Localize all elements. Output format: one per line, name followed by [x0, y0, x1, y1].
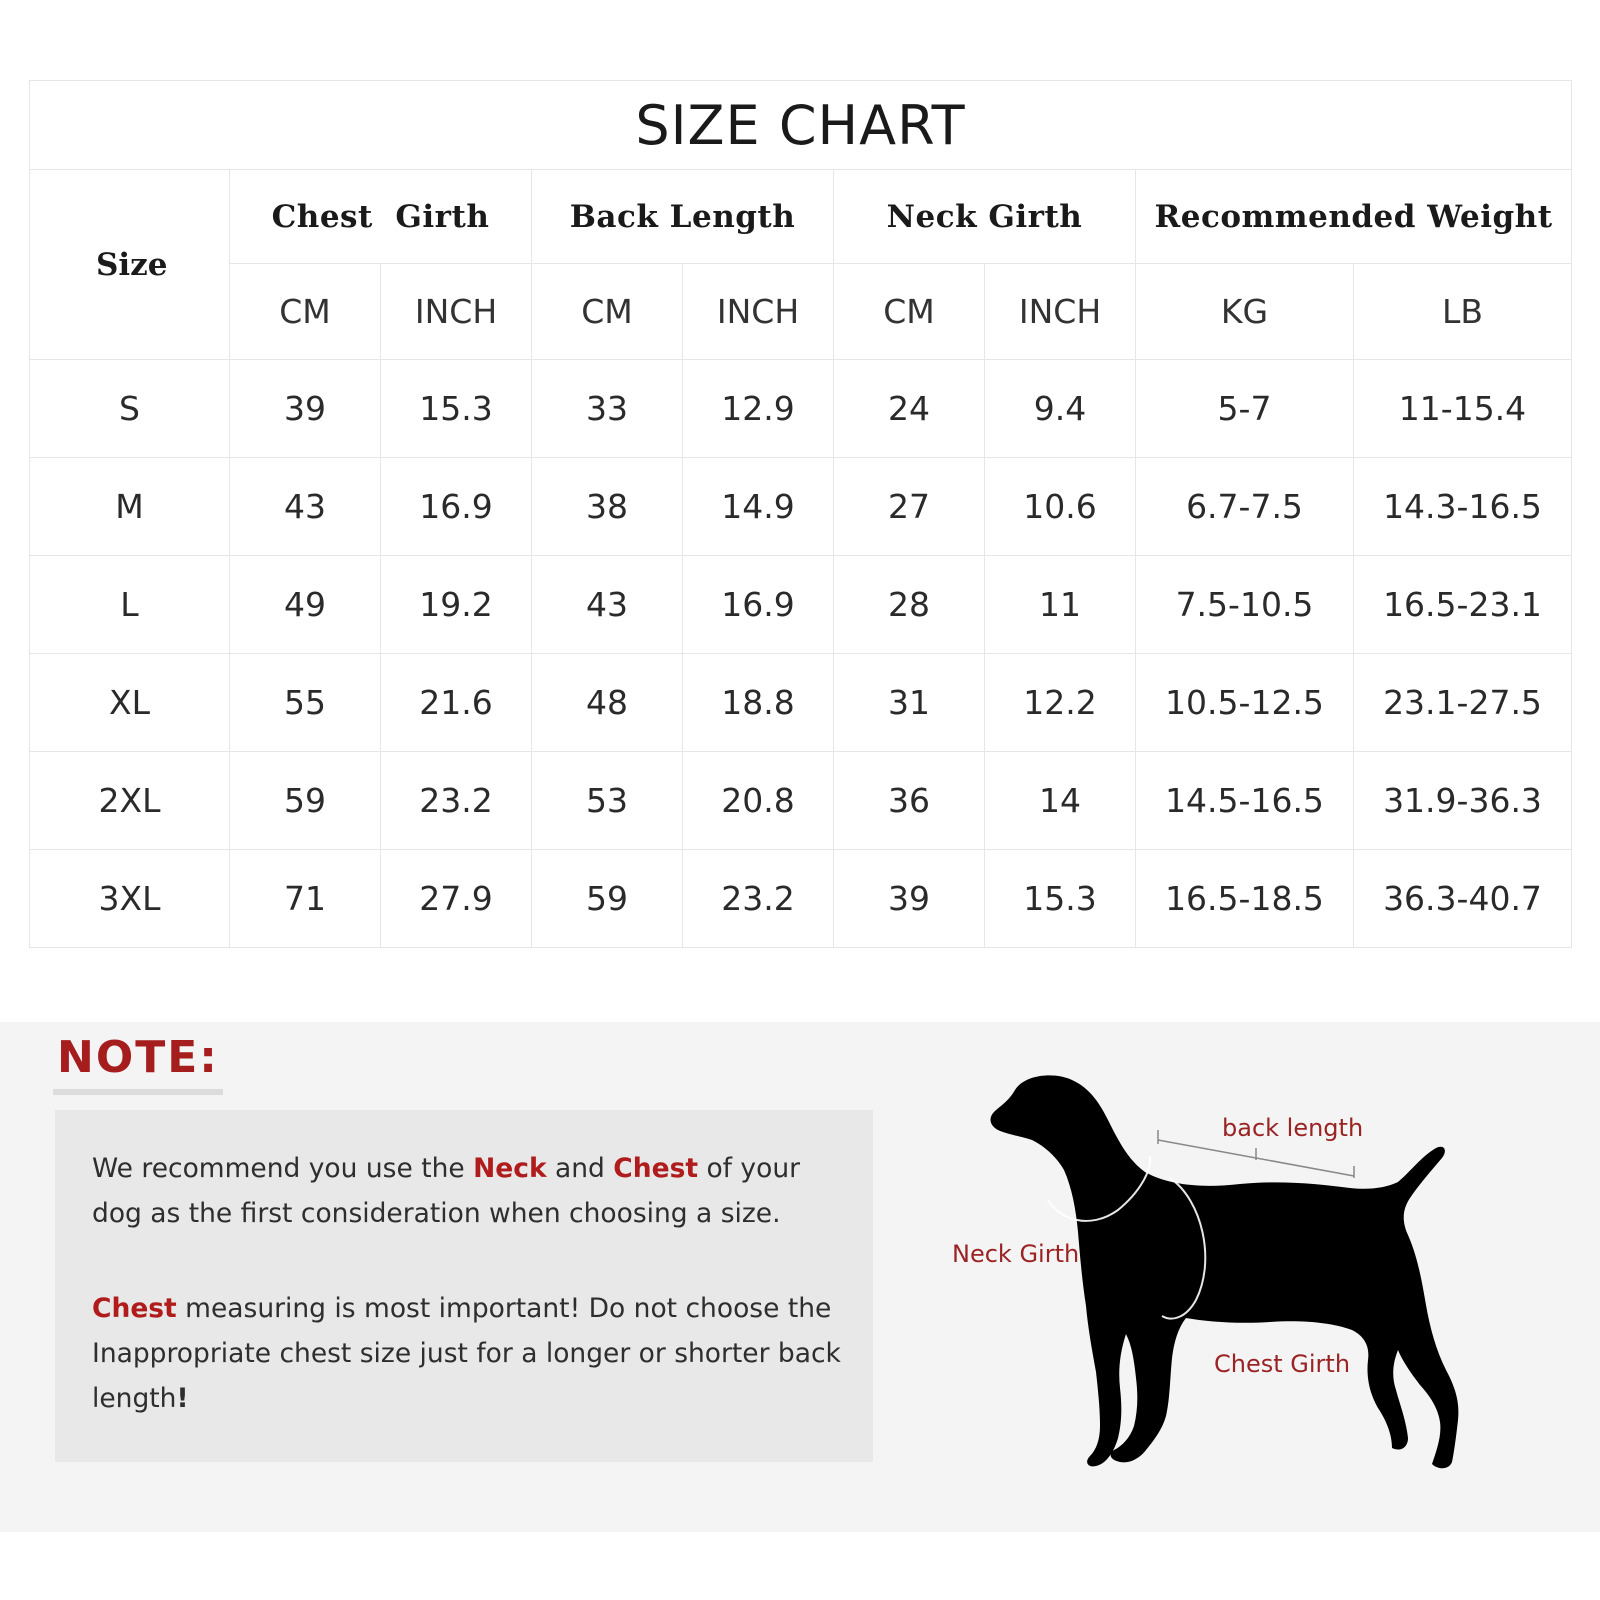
value-cell: 31.9-36.3: [1354, 752, 1572, 850]
note-text: We recommend you use the: [92, 1153, 474, 1184]
value-cell: 48: [532, 654, 683, 752]
table-row: [30, 654, 1572, 752]
value-cell: 10.5-12.5: [1136, 654, 1354, 752]
unit-header: CM: [834, 264, 985, 360]
value-cell: 15.3: [381, 360, 532, 458]
value-cell: 6.7-7.5: [1136, 458, 1354, 556]
value-cell: 43: [230, 458, 381, 556]
value-cell: 14: [985, 752, 1136, 850]
size-cell: XL: [30, 654, 230, 752]
neck-girth-header: Neck Girth: [834, 170, 1136, 264]
exclamation-mark: !: [176, 1383, 189, 1414]
value-cell: 36.3-40.7: [1354, 850, 1572, 948]
highlight-chest: Chest: [613, 1153, 699, 1184]
neck-girth-label: Neck Girth: [952, 1240, 1080, 1268]
table-row: [30, 752, 1572, 850]
value-cell: 59: [230, 752, 381, 850]
highlight-neck: Neck: [473, 1153, 547, 1184]
chest-girth-header: Chest Girth: [230, 170, 532, 264]
size-cell: 2XL: [30, 752, 230, 850]
value-cell: 49: [230, 556, 381, 654]
value-cell: 24: [834, 360, 985, 458]
value-cell: 36: [834, 752, 985, 850]
value-cell: 53: [532, 752, 683, 850]
table-row: [30, 360, 1572, 458]
value-cell: 39: [834, 850, 985, 948]
size-cell: S: [30, 360, 230, 458]
value-cell: 14.5-16.5: [1136, 752, 1354, 850]
value-cell: 15.3: [985, 850, 1136, 948]
unit-header: LB: [1354, 264, 1572, 360]
value-cell: 23.1-27.5: [1354, 654, 1572, 752]
value-cell: 12.9: [683, 360, 834, 458]
value-cell: 38: [532, 458, 683, 556]
value-cell: 31: [834, 654, 985, 752]
value-cell: 10.6: [985, 458, 1136, 556]
value-cell: 7.5-10.5: [1136, 556, 1354, 654]
chest-girth-label: Chest Girth: [1214, 1350, 1351, 1378]
value-cell: 12.2: [985, 654, 1136, 752]
unit-header: CM: [230, 264, 381, 360]
value-cell: 14.9: [683, 458, 834, 556]
table-row: [30, 556, 1572, 654]
value-cell: 20.8: [683, 752, 834, 850]
value-cell: 16.5-18.5: [1136, 850, 1354, 948]
note-paragraph-1: [92, 1146, 852, 1236]
value-cell: 59: [532, 850, 683, 948]
size-header: Size: [30, 170, 230, 360]
value-cell: 18.8: [683, 654, 834, 752]
note-text: of your dog as the first consideration when choosing a size.: [92, 1153, 801, 1229]
value-cell: 55: [230, 654, 381, 752]
unit-header: INCH: [381, 264, 532, 360]
value-cell: 71: [230, 850, 381, 948]
value-cell: 27.9: [381, 850, 532, 948]
unit-header: INCH: [985, 264, 1136, 360]
value-cell: 39: [230, 360, 381, 458]
size-cell: L: [30, 556, 230, 654]
value-cell: 23.2: [683, 850, 834, 948]
value-cell: 16.9: [683, 556, 834, 654]
note-title: NOTE:: [53, 1030, 223, 1095]
unit-header: KG: [1136, 264, 1354, 360]
note-text: measuring is most important! Do not choose the Inappropriate chest size just for a longer or shorter back length: [92, 1293, 841, 1414]
note-paragraph-2: [92, 1286, 852, 1421]
value-cell: 27: [834, 458, 985, 556]
highlight-chest: Chest: [92, 1293, 177, 1324]
value-cell: 11: [985, 556, 1136, 654]
note-text: and: [546, 1153, 614, 1184]
unit-header: INCH: [683, 264, 834, 360]
value-cell: 16.9: [381, 458, 532, 556]
value-cell: 21.6: [381, 654, 532, 752]
table-row: [30, 850, 1572, 948]
size-chart-table: [29, 80, 1572, 948]
back-length-header: Back Length: [532, 170, 834, 264]
back-length-label: back length: [1222, 1114, 1364, 1142]
value-cell: 16.5-23.1: [1354, 556, 1572, 654]
size-cell: M: [30, 458, 230, 556]
value-cell: 23.2: [381, 752, 532, 850]
value-cell: 19.2: [381, 556, 532, 654]
value-cell: 28: [834, 556, 985, 654]
unit-header: CM: [532, 264, 683, 360]
value-cell: 43: [532, 556, 683, 654]
dog-measurement-diagram: [940, 1060, 1580, 1500]
value-cell: 33: [532, 360, 683, 458]
value-cell: 11-15.4: [1354, 360, 1572, 458]
size-cell: 3XL: [30, 850, 230, 948]
value-cell: 14.3-16.5: [1354, 458, 1572, 556]
table-row: [30, 458, 1572, 556]
chart-title: SIZE CHART: [30, 81, 1572, 170]
value-cell: 5-7: [1136, 360, 1354, 458]
value-cell: 9.4: [985, 360, 1136, 458]
recommended-weight-header: Recommended Weight: [1136, 170, 1572, 264]
